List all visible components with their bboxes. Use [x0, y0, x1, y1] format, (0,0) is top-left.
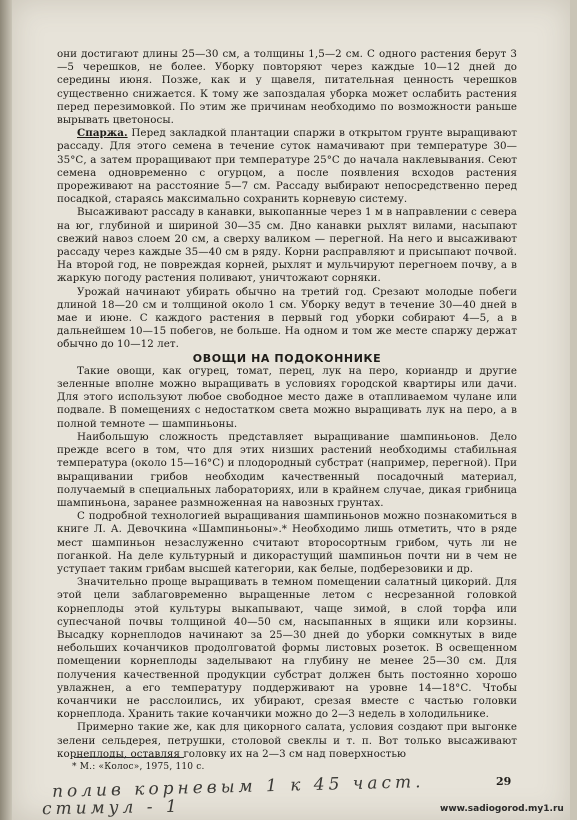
- footnote-rule: [74, 757, 184, 758]
- handwritten-note-line-1: полив корневым 1 к 45 част.: [51, 772, 425, 802]
- paragraph-chicory: Значительно проще выращивать в темном помещении салатный цикорий. Для этой цели заблаговременно выращенные летом с несрезанной головкой корнеплоды этой культуры выкапывают, чаще зимой, в слой торфа или супесчаной почвы толщиной 40—50 см, насыпанных в ящики или корзины. Высадку корнеплодов начинают за 25—30 дней до уборки сомкнутых в виде небольших кочанчиков продолговатой формы листовых розеток. В освещенном помещении корнеплоды заделывают на глубину не менее 25—30 см. Для получения качественной продукции субстрат должен быть постоянно хорошо увлажнен, а его температуру поддерживают на уровне 14—18°С. Чтобы кочанчики не расслоились, их убирают, срезая вместе с частью головки корнеплода. Хранить такие кочанчики можно до 2—3 недель в холодильнике.: [57, 576, 517, 721]
- watermark: www.sadiogorod.my1.ru: [440, 804, 564, 814]
- paragraph-asparagus: [57, 127, 517, 206]
- page-body: [57, 48, 517, 761]
- page-number: 29: [496, 775, 512, 788]
- asparagus-text: Перед закладкой плантации спаржи в открытом грунте выращивают рассаду. Для этого семена в течение суток намачивают при температуре 30—35°С, а затем проращивают при температуре 25°С до начала наклевывания. Сеют семена одновременно с огурцом, а после появления всходов растения прореживают на расстояние 5—7 см. Рассаду выбирают непосредственно перед посадкой, стараясь максимально сохранить корневую систему.: [57, 127, 517, 206]
- scan-edge: [0, 0, 12, 820]
- paragraph-asparagus-planting: Высаживают рассаду в канавки, выкопанные через 1 м в направлении с севера на юг, глубиной и шириной 30—35 см. Дно канавки рыхлят вилами, насыпают свежий навоз слоем 20 см, а сверху валиком — перегной. На него и высаживают рассаду через каждые 35—40 см в ряду. Корни расправляют и присыпают почвой. На второй год, не повреждая корней, рыхлят и мульчируют перегноем почву, а в жаркую погоду растения поливают, уничтожают сорняки.: [57, 206, 517, 285]
- paragraph-forcing-greens: Примерно такие же, как для цикорного салата, условия создают при выгонке зелени сельдерея, петрушки, столовой свеклы и т. п. Вот только высаживают корнеплоды, оставляя головку их на 2—3 см над поверхностью: [57, 721, 517, 760]
- paragraph-mushrooms: Наибольшую сложность представляет выращивание шампиньонов. Дело прежде всего в том, что для этих низших растений необходимы стабильная температура (около 15—16°С) и плодородный субстрат (например, перегной). При выращивании грибов необходим качественный посадочный материал, получаемый в специальных лабораториях, или в крайнем случае, дикая грибница шампиньона, заранее размноженная на навозных грунтах.: [57, 430, 517, 509]
- paragraph-asparagus-harvest: Урожай начинают убирать обычно на третий год. Срезают молодые побеги длиной 18—20 см и толщиной около 1 см. Уборку ведут в течение 30—40 дней в мае и июне. С каждого растения в первый год уборки собирают 4—5, а в дальнейшем 10—15 побегов, не больше. На одном и том же месте спаржу держат обычно до 10—12 лет.: [57, 285, 517, 351]
- section-heading: ОВОЩИ НА ПОДОКОННИКЕ: [192, 351, 382, 365]
- paragraph-windowsill-intro: Такие овощи, как огурец, томат, перец, лук на перо, кориандр и другие зеленные вполне можно выращивать в условиях городской квартиры или дачи. Для этого используют любое свободное место даже в отапливаемом чулане или подвале. В помещениях с недостатком света можно выращивать лук на перо, а в полной темноте — шампиньоны.: [57, 364, 517, 430]
- asparagus-run-in-heading: Спаржа.: [77, 127, 128, 140]
- footnote: * М.: «Колос», 1975, 110 с.: [72, 762, 205, 772]
- book-page: [12, 0, 570, 820]
- paragraph-mushroom-book: С подробной технологией выращивания шампиньонов можно познакомиться в книге Л. А. Девочкина «Шампиньоны».* Необходимо лишь отметить, что в ряде мест шампиньон незаслуженно считают второсортным грибом, чуть ли не поганкой. На деле культурный и дикорастущий шампиньон почти ни в чем не уступает таким грибам высшей категории, как белые, подберезовики и др.: [57, 510, 517, 575]
- paragraph-rhubarb-end: они достигают длины 25—30 см, а толщины 1,5—2 см. С одного растения берут 3—5 черешков, не более. Уборку повторяют через каждые 10—12 дней до середины июня. Позже, как и у щавеля, питательная ценность черешков существенно снижается. К тому же запоздалая уборка может ослабить растения перед перезимовкой. По этим же причинам необходимо по возможности раньше вырывать цветоносы.: [57, 48, 517, 127]
- handwritten-note-line-2: стимул - 1: [41, 796, 181, 820]
